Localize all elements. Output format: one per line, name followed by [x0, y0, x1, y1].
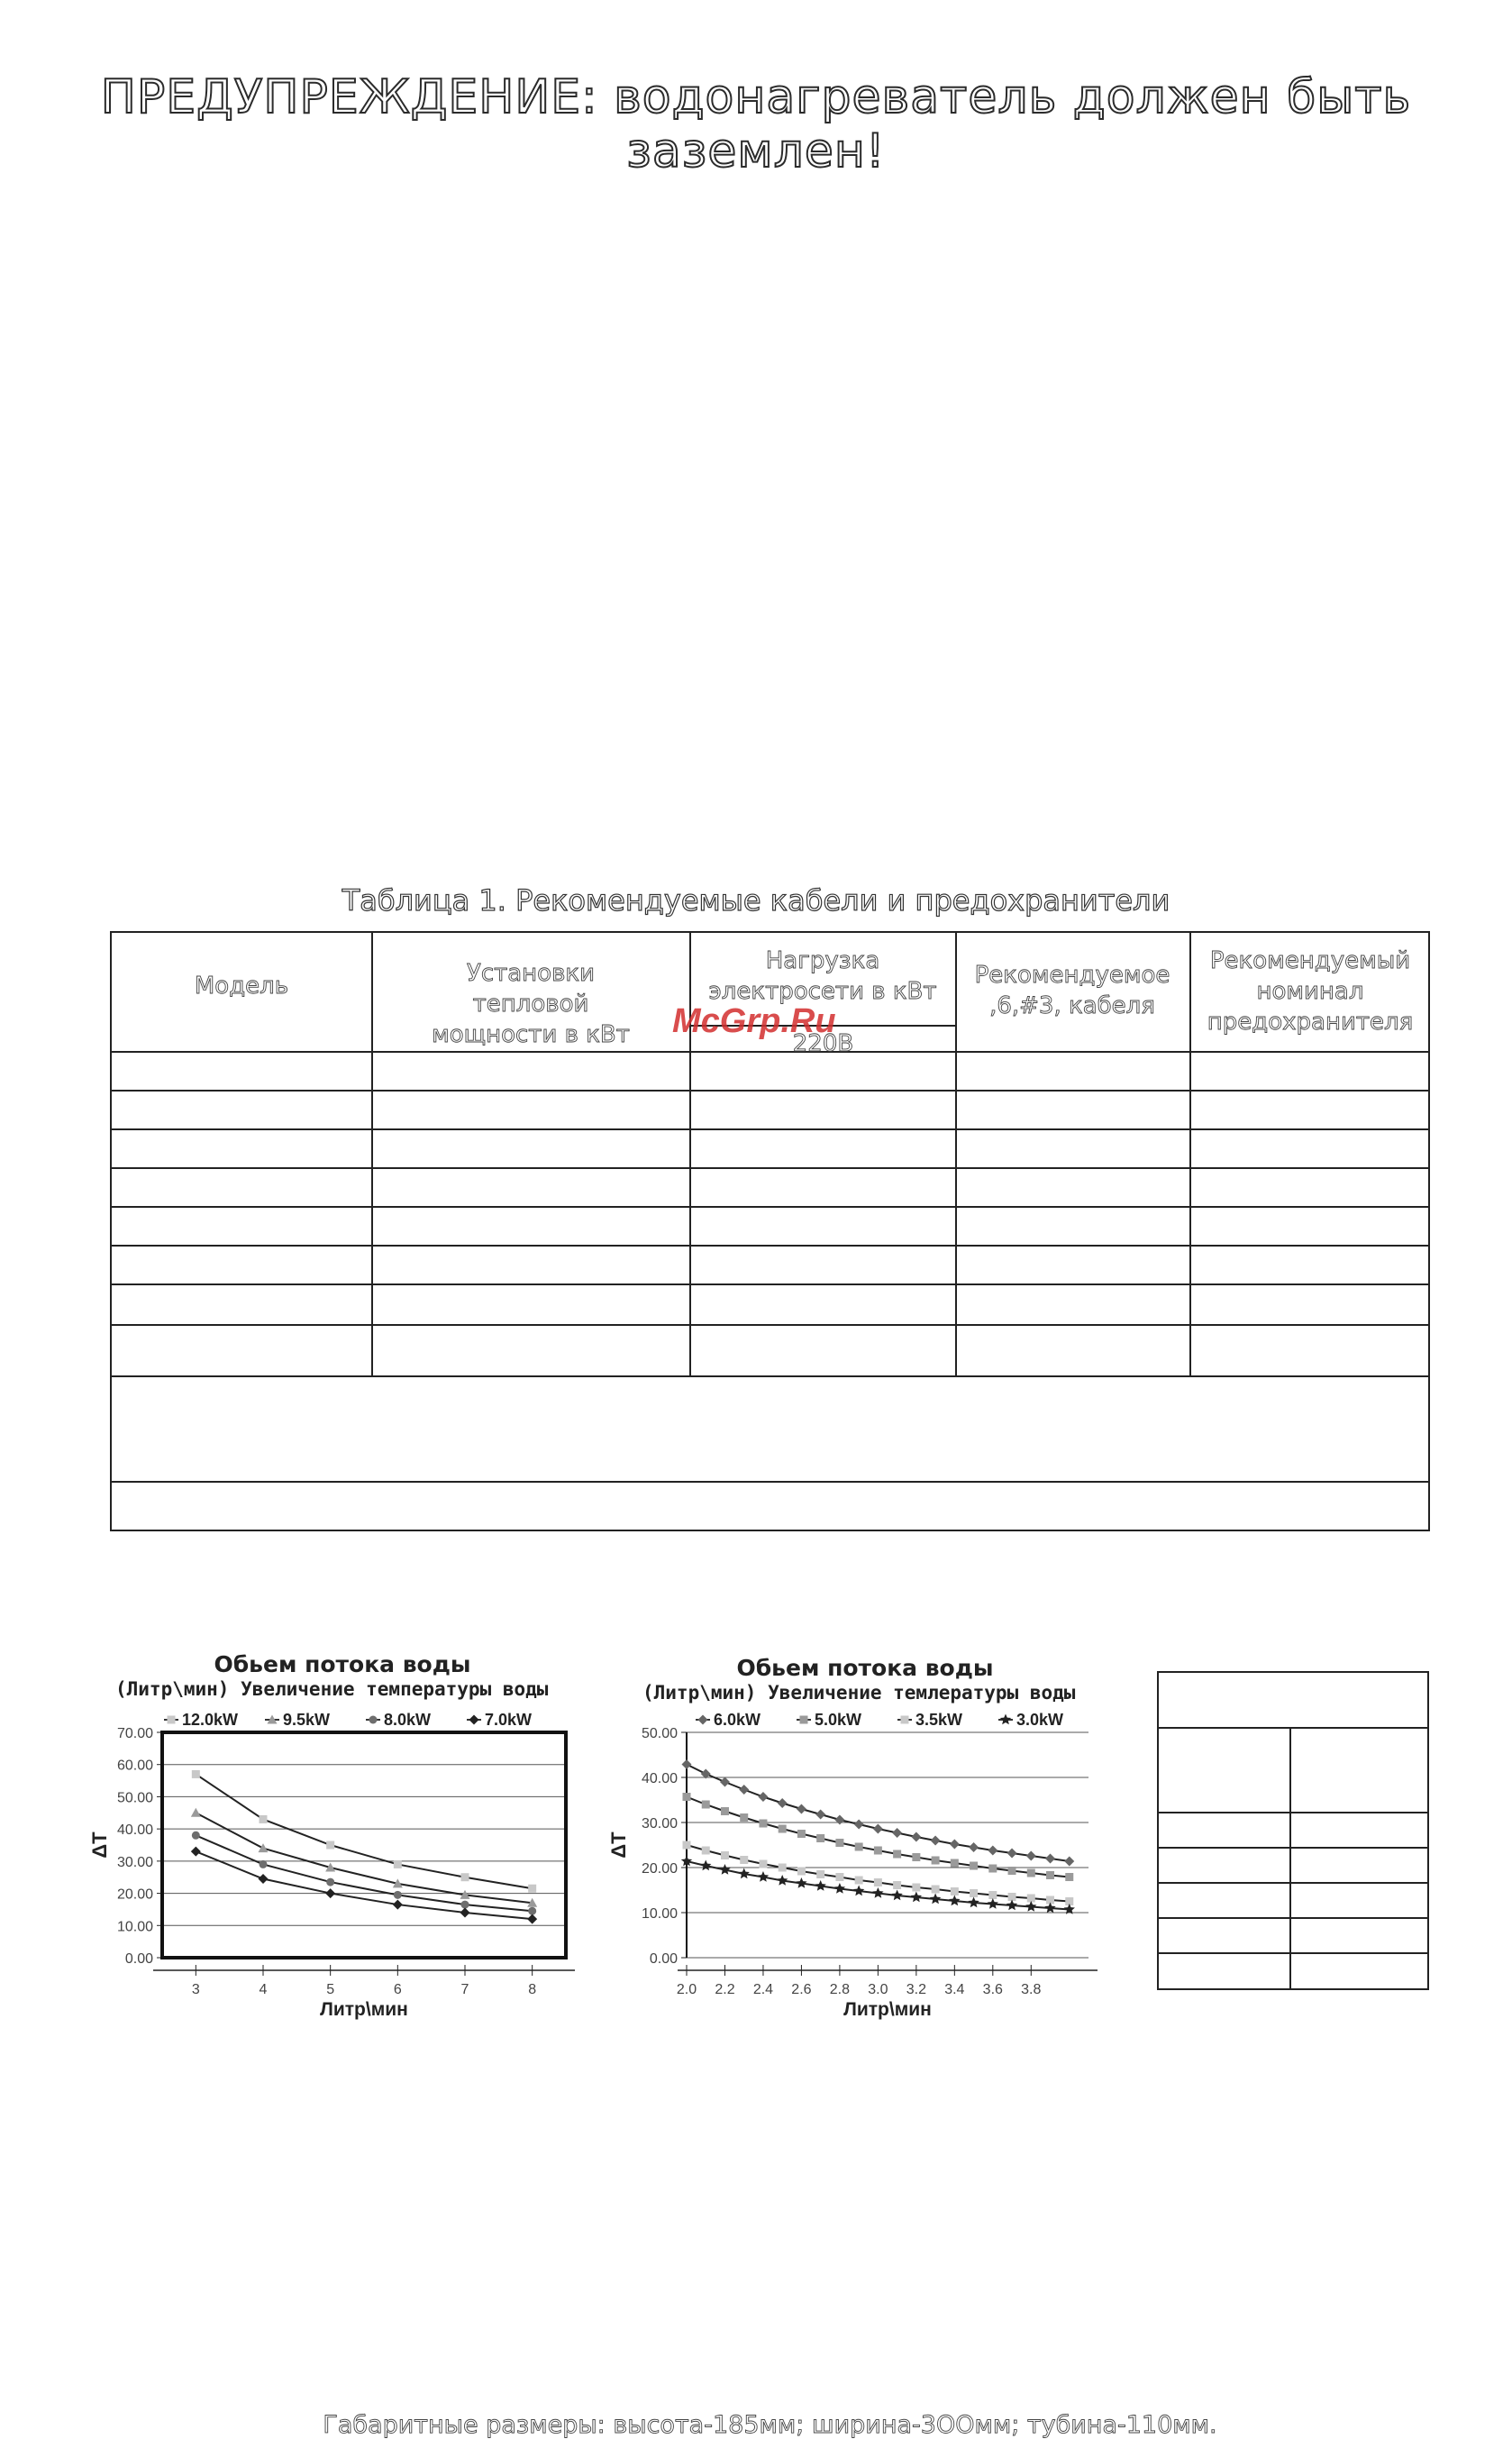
data-point — [1026, 1851, 1036, 1861]
data-point — [988, 1846, 997, 1856]
data-point — [528, 1885, 536, 1893]
data-point — [759, 1820, 767, 1828]
legend-marker — [369, 1716, 378, 1724]
data-point — [970, 1889, 978, 1897]
data-point — [891, 1890, 902, 1901]
legend-marker — [800, 1716, 808, 1724]
legend-label: 3.0kW — [1016, 1711, 1064, 1729]
data-point — [874, 1847, 882, 1855]
legend-marker — [901, 1716, 909, 1724]
y-tick-label: 0.00 — [124, 1951, 153, 1967]
data-point — [191, 1847, 201, 1857]
header-cable: Рекомендуемое ,6,#3, кабеля — [974, 962, 1170, 1019]
data-point — [912, 1884, 920, 1892]
table-row-line — [112, 1375, 1428, 1377]
data-point — [702, 1801, 710, 1809]
header-fuse: Рекомендуемый номинал предохранителя — [1207, 947, 1414, 1036]
watermark: McGrp.Ru — [672, 1002, 836, 1040]
spec-box-line — [1159, 1727, 1427, 1729]
x-axis-label: Литр\мин — [320, 1999, 408, 2020]
spec-box-line — [1159, 1917, 1427, 1919]
data-point — [720, 1777, 730, 1787]
left-chart-title: Обьем потока воды — [214, 1651, 471, 1677]
data-point — [893, 1850, 901, 1859]
y-tick-label: 70.00 — [116, 1726, 153, 1741]
left-chart-subtitle: (Литр\мин) Увеличение температуры воды — [115, 1678, 549, 1700]
x-tick-label: 7 — [460, 1982, 469, 1997]
table-divider — [689, 933, 691, 1375]
legend-label: 9.5kW — [283, 1711, 331, 1729]
data-point — [932, 1886, 940, 1894]
y-tick-label: 20.00 — [641, 1861, 678, 1877]
table-row-line — [112, 1324, 1428, 1326]
data-point — [721, 1807, 729, 1815]
data-point — [988, 1865, 997, 1873]
data-point — [758, 1792, 768, 1802]
data-point — [758, 1871, 769, 1882]
table-row-line — [112, 1167, 1428, 1169]
data-point — [259, 1843, 269, 1852]
y-tick-label: 50.00 — [641, 1726, 678, 1741]
data-point — [778, 1798, 788, 1808]
x-tick-label: 3.6 — [982, 1982, 1003, 1997]
data-point — [892, 1828, 902, 1838]
data-point — [988, 1898, 998, 1909]
y-tick-label: 40.00 — [116, 1822, 153, 1839]
data-point — [815, 1880, 825, 1891]
legend-label: 6.0kW — [714, 1711, 761, 1729]
x-tick-label: 3.0 — [868, 1982, 888, 1997]
data-point — [911, 1832, 921, 1842]
legend-label: 7.0kW — [485, 1711, 533, 1729]
data-point — [1046, 1871, 1054, 1879]
table-divider — [1189, 933, 1191, 1375]
data-point — [988, 1891, 997, 1899]
data-point — [835, 1839, 843, 1847]
y-tick-label: 60.00 — [116, 1758, 153, 1774]
data-point — [393, 1900, 403, 1910]
data-point — [970, 1862, 978, 1870]
data-point — [1008, 1867, 1016, 1875]
x-tick-label: 2.6 — [791, 1982, 812, 1997]
x-tick-label: 4 — [259, 1982, 268, 1997]
table-row-line — [112, 1128, 1428, 1130]
data-point — [326, 1878, 334, 1886]
data-point — [325, 1888, 335, 1898]
data-point — [1065, 1873, 1073, 1881]
data-point — [951, 1887, 959, 1895]
data-point — [930, 1894, 941, 1905]
data-point — [719, 1864, 730, 1875]
data-point — [854, 1820, 864, 1830]
legend-marker — [1000, 1714, 1011, 1725]
data-point — [777, 1875, 788, 1886]
data-point — [1007, 1849, 1017, 1859]
data-point — [855, 1877, 863, 1885]
data-point — [815, 1810, 825, 1820]
x-tick-label: 3.2 — [906, 1982, 926, 1997]
data-point — [932, 1857, 940, 1865]
data-point — [796, 1877, 806, 1888]
data-point — [872, 1887, 883, 1898]
spec-box — [1157, 1671, 1429, 1990]
data-point — [527, 1914, 537, 1924]
x-tick-label: 3.8 — [1021, 1982, 1042, 1997]
data-point — [739, 1868, 750, 1879]
x-tick-label: 2.2 — [715, 1982, 735, 1997]
data-point — [874, 1878, 882, 1886]
table-row-line — [112, 1481, 1428, 1483]
data-point — [1064, 1857, 1074, 1867]
warning-heading: ПРЕДУПРЕЖДЕНИЕ: водонагреватель должен быть заземлен! — [100, 70, 1412, 178]
data-point — [683, 1793, 691, 1801]
y-tick-label: 10.00 — [116, 1919, 153, 1935]
data-point — [797, 1804, 806, 1814]
header-model: Модель — [194, 973, 289, 1000]
table-row-line — [112, 1283, 1428, 1285]
data-point — [460, 1908, 470, 1918]
plot-frame — [162, 1732, 566, 1958]
data-point — [779, 1825, 787, 1833]
y-tick-label: 10.00 — [641, 1906, 678, 1922]
legend-label: 12.0kW — [182, 1711, 239, 1729]
y-axis-label: ΔT — [607, 1832, 630, 1859]
data-point — [816, 1870, 824, 1878]
y-tick-label: 30.00 — [641, 1816, 678, 1832]
spec-box-line — [1159, 1952, 1427, 1954]
data-point — [835, 1873, 843, 1881]
data-point — [259, 1874, 269, 1884]
legend-marker — [469, 1715, 479, 1725]
data-point — [740, 1856, 748, 1864]
legend-marker — [168, 1716, 176, 1724]
data-point — [528, 1907, 536, 1915]
data-point — [912, 1853, 920, 1861]
data-point — [740, 1813, 748, 1822]
y-tick-label: 30.00 — [116, 1854, 153, 1870]
data-point — [702, 1847, 710, 1855]
data-point — [969, 1842, 979, 1852]
data-point — [759, 1860, 767, 1868]
data-point — [816, 1834, 824, 1842]
data-point — [931, 1836, 941, 1846]
y-axis-label: ΔT — [88, 1832, 111, 1859]
legend-label: 8.0kW — [384, 1711, 432, 1729]
data-point — [951, 1859, 959, 1868]
series-line — [196, 1851, 532, 1919]
data-point — [394, 1891, 402, 1899]
data-point — [1045, 1854, 1055, 1864]
x-tick-label: 2.8 — [829, 1982, 851, 1997]
x-tick-label: 2.0 — [676, 1982, 697, 1997]
legend-label: 5.0kW — [815, 1711, 862, 1729]
data-point — [682, 1759, 692, 1769]
data-point — [855, 1843, 863, 1851]
data-point — [911, 1892, 922, 1903]
data-point — [950, 1840, 960, 1850]
table-divider — [371, 933, 373, 1375]
data-point — [260, 1815, 268, 1823]
x-tick-label: 6 — [393, 1982, 402, 1997]
header-load: Нагрузка электросети в кВт — [708, 947, 937, 1005]
x-axis-label: Литр\мин — [843, 1999, 932, 2020]
x-tick-label: 5 — [326, 1982, 335, 1997]
y-tick-label: 40.00 — [641, 1771, 678, 1786]
series-line — [687, 1797, 1070, 1877]
right-chart-subtitle: (Литр\мин) Увеличение темлературы воды — [642, 1682, 1076, 1704]
header-voltage: 220В — [792, 1030, 854, 1057]
legend-marker — [698, 1715, 708, 1725]
left-flow-chart — [81, 1707, 595, 2020]
x-tick-label: 8 — [528, 1982, 537, 1997]
data-point — [260, 1860, 268, 1868]
data-point — [1006, 1900, 1017, 1911]
data-point — [779, 1864, 787, 1872]
spec-box-line — [1159, 1882, 1427, 1884]
data-point — [797, 1868, 806, 1876]
header-power-settings: Установки тепловой мощности в кВт — [432, 960, 630, 1048]
data-point — [1025, 1901, 1036, 1912]
data-point — [721, 1851, 729, 1859]
x-tick-label: 2.4 — [752, 1982, 774, 1997]
table-divider — [955, 933, 957, 1375]
y-tick-label: 0.00 — [649, 1951, 678, 1967]
data-point — [1027, 1869, 1035, 1877]
data-point — [700, 1860, 711, 1871]
table-row-line — [112, 1245, 1428, 1247]
data-point — [683, 1841, 691, 1850]
data-point — [853, 1886, 864, 1896]
data-point — [192, 1832, 200, 1840]
y-tick-label: 20.00 — [116, 1886, 153, 1903]
data-point — [834, 1815, 844, 1825]
y-tick-label: 50.00 — [116, 1790, 153, 1806]
right-chart-title: Обьем потока воды — [736, 1655, 994, 1681]
data-point — [893, 1881, 901, 1889]
spec-box-line — [1159, 1847, 1427, 1849]
data-point — [394, 1860, 402, 1868]
data-point — [461, 1873, 469, 1881]
data-point — [949, 1895, 960, 1906]
spec-box-divider — [1289, 1728, 1291, 1990]
data-point — [834, 1883, 845, 1894]
table-title: Таблица 1. Рекомендуемые кабели и предохранители — [342, 883, 1170, 918]
legend-label: 3.5kW — [915, 1711, 963, 1729]
data-point — [797, 1830, 806, 1838]
spec-box-line — [1159, 1812, 1427, 1813]
data-point — [192, 1770, 200, 1778]
data-point — [191, 1808, 201, 1817]
table-row-line — [112, 1090, 1428, 1092]
x-tick-label: 3 — [191, 1982, 200, 1997]
right-flow-chart — [607, 1709, 1135, 2020]
table-row-line — [112, 1206, 1428, 1208]
data-point — [873, 1824, 883, 1834]
data-point — [461, 1901, 469, 1909]
dimensions-note: Габаритные размеры: высота-185мм; ширина-3OOмм; тубина-110мм. — [323, 2411, 1217, 2439]
data-point — [739, 1785, 749, 1795]
x-tick-label: 3.4 — [944, 1982, 965, 1997]
data-point — [326, 1841, 334, 1850]
data-point — [968, 1897, 979, 1908]
